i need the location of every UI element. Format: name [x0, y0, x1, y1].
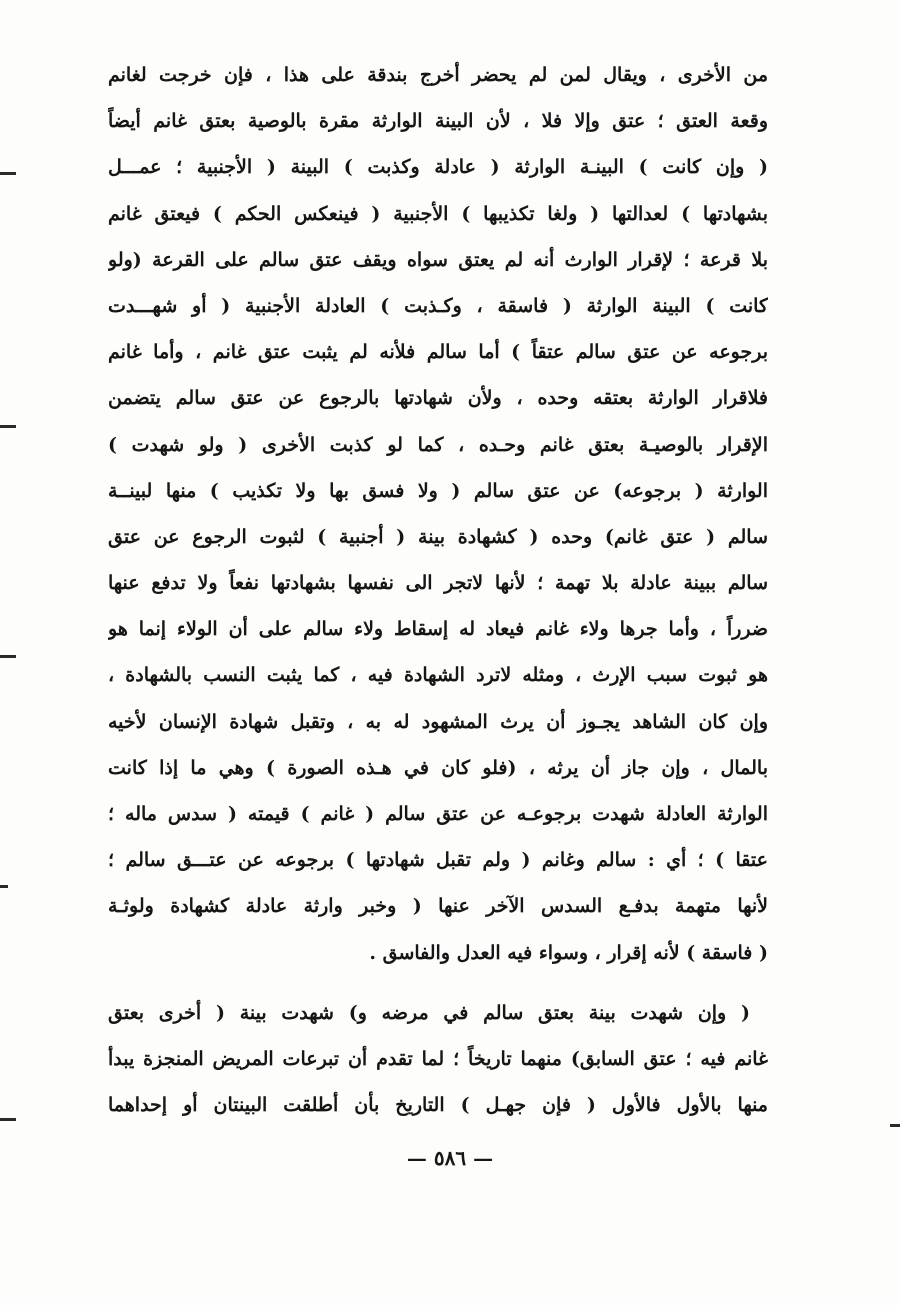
margin-tick-mark — [0, 885, 8, 888]
text-line: الوارثة ( برجوعه) عن عتق سالم ( ولا فسق بها ولا تكذيب ) منها لبينــة — [108, 479, 768, 502]
text-line: بلا قرعة ؛ لإقرار الوارث أنه لم يعتق سواه ويقف عتق سالم على القرعة (ولو — [108, 248, 768, 271]
text-line: برجوعه عن عتق سالم عتقاً ) أما سالم فلأنه لم يثبت عتق غانم ، وأما غانم — [108, 341, 768, 364]
text-line: فلاقرار الوارثة بعتقه وحده ، ولأن شهادتها بالرجوع عن عتق سالم يتضمن — [108, 387, 768, 410]
margin-tick-mark — [0, 425, 16, 428]
text-line: ( وإن كانت ) البينـة الوارثة ( عادلة وكذبت ) البينة ( الأجنبية ؛ عمـــل — [108, 156, 768, 179]
margin-tick-mark — [0, 655, 16, 658]
text-line: غانم فيه ؛ عتق السابق) منهما تاريخاً ؛ لما تقدم أن تبرعات المريض المنجزة يبدأ — [108, 1047, 768, 1070]
text-line: هو ثبوت سبب الإرث ، ومثله لاترد الشهادة فيه ، كما يثبت النسب بالشهادة ، — [108, 664, 768, 687]
text-line: بشهادتها ) لعدالتها ( ولغا تكذيبها ) الأجنبية ( فينعكس الحكم ) فيعتق غانم — [108, 202, 768, 225]
text-line: سالم ببينة عادلة بلا تهمة ؛ لأنها لاتجر الى نفسها بشهادتها نفعاً ولا تدفع عنها — [108, 572, 768, 595]
text-line: لأنها متهمة بدفـع السدس الآخر عنها ( وخبر وارثة عادلة كشهادة ولوثـة — [108, 895, 768, 918]
margin-tick-mark — [890, 1124, 900, 1127]
text-line: وإن كان الشاهد يجـوز أن يرث المشهود له به ، وتقبل شهادة الإنسان لأخيه — [108, 710, 768, 733]
text-line: من الأخرى ، ويقال لمن لم يحضر أخرج بندقة على هذا ، فإن خرجت لغانم — [108, 64, 768, 86]
page-number: — ٥٨٦ — — [406, 1146, 494, 1170]
margin-tick-mark — [0, 172, 16, 175]
text-line: وقعة العتق ؛ عتق وإلا فلا ، لأن البينة الوارثة مقرة بالوصية بعتق غانم أيضاً — [108, 110, 768, 133]
text-line: كانت ) البينة الوارثة ( فاسقة ، وكـذبت ) العادلة الأجنبية ( أو شهـــدت — [108, 294, 768, 317]
text-line: سالم ( عتق غانم) وحده ( كشهادة بينة ( أجنبية ) لثبوت الرجوع عن عتق — [108, 525, 768, 548]
text-line: ضرراً ، وأما جرها ولاء غانم فيعاد له إسقاط ولاء سالم على أن الولاء إنما هو — [108, 618, 768, 641]
text-line: ( فاسقة ) لأنه إقرار ، وسواء فيه العدل والفاسق . — [369, 941, 768, 964]
margin-tick-mark — [0, 1118, 16, 1121]
text-line: منها بالأول فالأول ( فإن جهـل ) التاريخ بأن أطلقت البينتان أو إحداهما — [108, 1094, 768, 1117]
body-text — [108, 52, 768, 1128]
text-line: الوارثة العادلة شهدت برجوعـه عن عتق سالم ( غانم ) قيمته ( سدس ماله ؛ — [108, 803, 768, 825]
paragraph-gap — [108, 976, 768, 990]
text-line: الإقرار بالوصيـة بعتق غانم وحـده ، كما لو كذبت الأخرى ( ولو شهدت ) — [108, 433, 768, 456]
text-line: ( وإن شهدت بينة بعتق سالم في مرضه و) شهدت بينة ( أخرى بعتق — [108, 1001, 750, 1024]
text-line: عتقا ) ؛ أي : سالم وغانم ( ولم تقبل شهادتها ) برجوعه عن عتـــق سالم ؛ — [108, 849, 768, 872]
text-line: بالمال ، وإن جاز أن يرثه ، (فلو كان في هـذه الصورة ) وهي ما إذا كانت — [108, 756, 768, 779]
